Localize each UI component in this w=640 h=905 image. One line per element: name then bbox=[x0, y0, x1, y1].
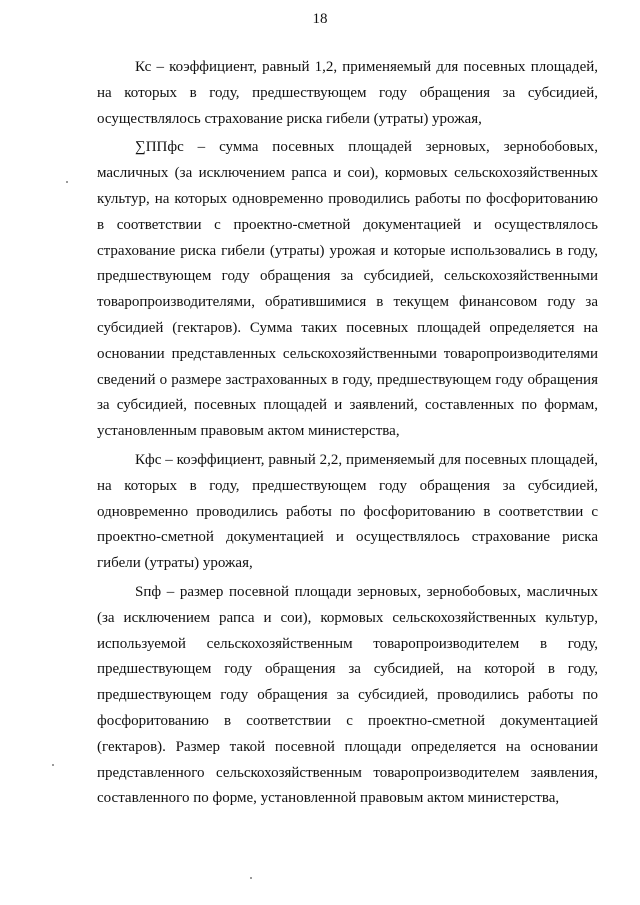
document-body bbox=[97, 55, 598, 815]
scan-speck bbox=[250, 877, 252, 879]
scan-speck bbox=[66, 181, 68, 183]
paragraph-ks-coefficient: Кс – коэффициент, равный 1,2, применяемый для посевных площадей, на которых в году, предшествующем году обращения за субсидией, осуществлялось страхование риска гибели (утраты) урожая, bbox=[97, 59, 598, 127]
page-number: 18 bbox=[312, 11, 328, 27]
scan-speck bbox=[52, 764, 54, 766]
paragraph-sum-ppfs: ∑ППфс – сумма посевных площадей зерновых, зернобобовых, масличных (за исключением рапса и сои), кормовых сельскохозяйственных культур, на которых одновременно проводились работы по фосфоритованию в соответствии с проектно-сметной документацией и осуществлялось страхование риска гибели (утраты) урожая и которые использовались в году, предшествующем году обращения за субсидией, сельскохозяйственными товаропроизводителями, обратившимися в текущем финансовом году за субсидией (гектаров). Сумма таких посевных площадей определяется на основании представленных сельскохозяйственными товаропроизводителями сведений о размере застрахованных в году, предшествующем году обращения за субсидией, посевных площадей и заявлений, составленных по формам, установленным правовым актом министерства, bbox=[97, 139, 598, 440]
paragraph-spf-area: Sпф – размер посевной площади зерновых, зернобобовых, масличных (за исключением рапса и сои), кормовых сельскохозяйственных культур, используемой сельскохозяйственным товаропроизводителем в году, предшествующем году обращения за субсидией, на которой в году, предшествующем году обращения за субсидией, проводились работы по фосфоритованию в соответствии с проектно-сметной документацией (гектаров). Размер такой посевной площади определяется на основании представленного сельскохозяйственным товаропроизводителем заявления, составленного по форме, установленной правовым актом министерства, bbox=[97, 583, 598, 807]
paragraph-kfs-coefficient: Кфс – коэффициент, равный 2,2, применяемый для посевных площадей, на которых в году, предшествующем году обращения за субсидией, одновременно проводились работы по фосфоритованию в соответствии с проектно-сметной документацией и осуществлялось страхование риска гибели (утраты) урожая, bbox=[97, 451, 598, 572]
